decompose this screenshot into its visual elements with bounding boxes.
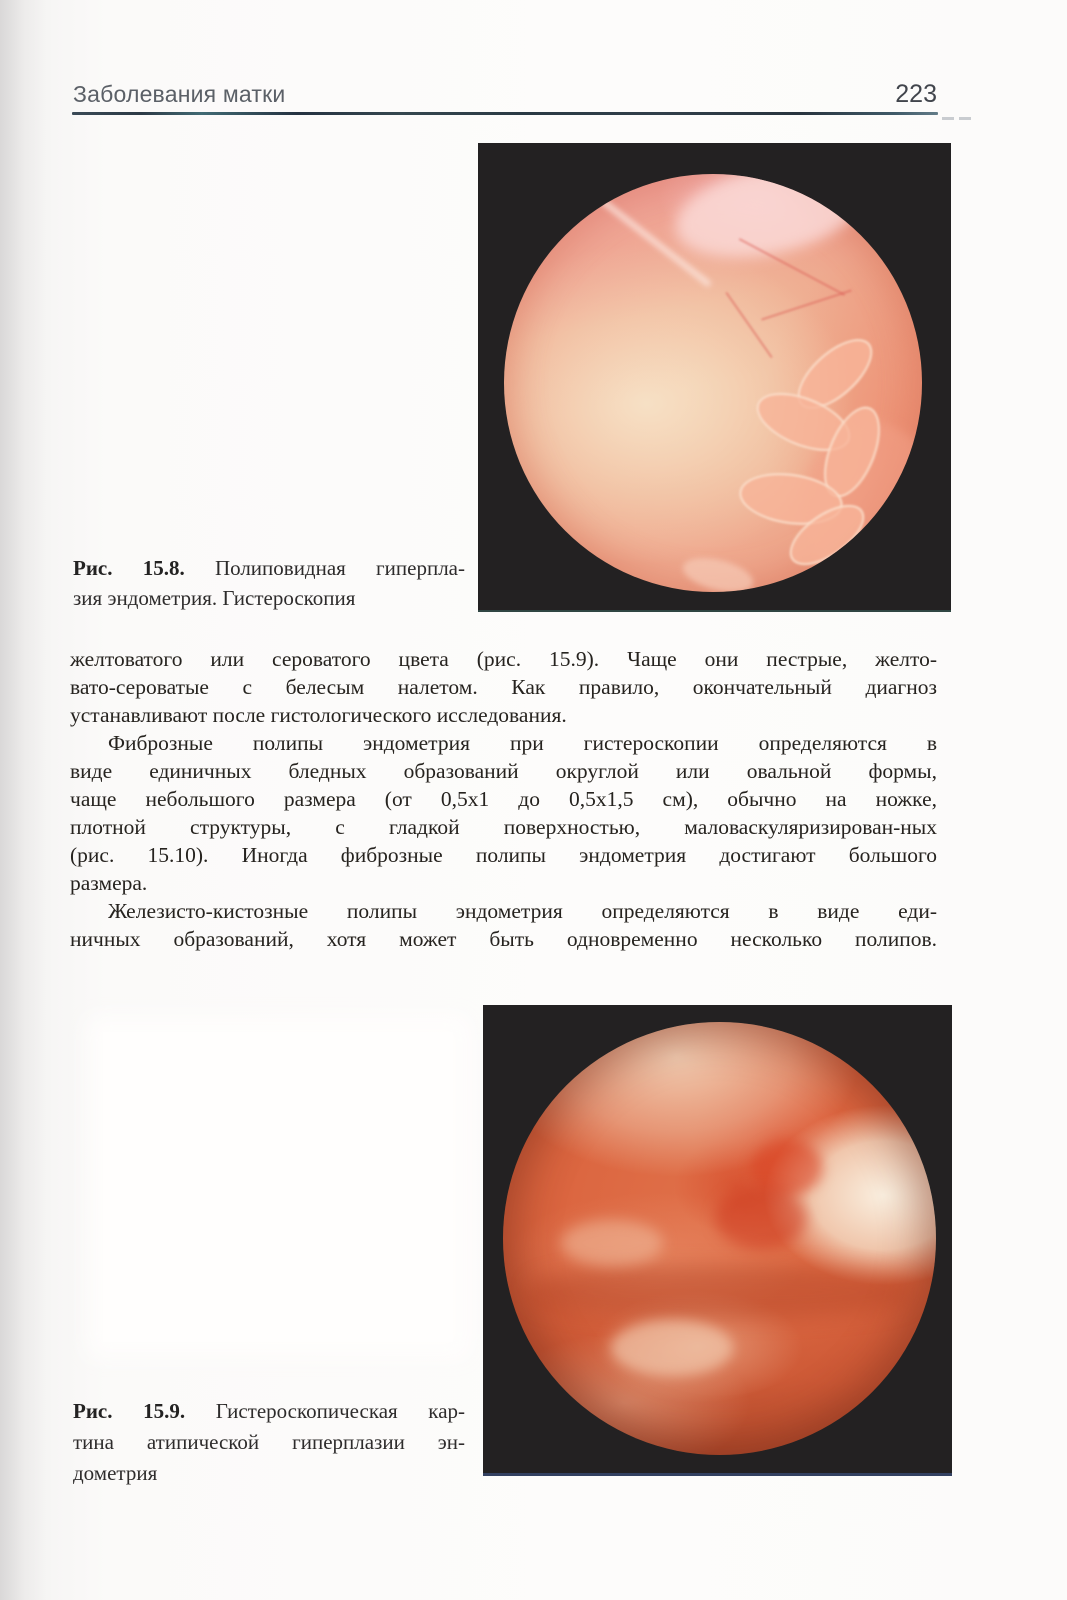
body-line: размера.: [70, 871, 148, 895]
page-gutter-shadow: [0, 0, 46, 1600]
body-line: ничных образований, хотя может быть одновременно несколько полипов.: [70, 927, 937, 951]
tissue-vein: [739, 238, 846, 296]
caption-text: Полиповидная гиперпла-: [214, 556, 465, 580]
figure-label: Рис. 15.9.: [73, 1399, 186, 1423]
tissue-pale-patch: [561, 1220, 663, 1266]
body-line: Железисто-кистозные полипы эндометрия определяются в виде еди-: [108, 899, 937, 923]
body-line: виде единичных бледных образований округлой или овальной формы,: [70, 759, 937, 783]
polyp-petal: [736, 467, 846, 531]
caption-line: [73, 553, 465, 583]
running-head: [73, 80, 937, 109]
figure-15-9-caption: [73, 1396, 465, 1489]
caption-line: дометрия: [73, 1461, 158, 1485]
caption-line: тина атипической гиперплазии эн-: [73, 1430, 465, 1454]
page-bleedthrough-artifact: [103, 1032, 453, 1342]
body-line: (рис. 15.10). Иногда фиброзные полипы эндометрия достигают большого: [70, 843, 937, 867]
page-number: 223: [895, 80, 937, 108]
tissue-pale-patch: [611, 1320, 733, 1376]
page-title: Заболевания матки: [73, 81, 286, 107]
body-line: чаще небольшого размера (от 0,5х1 до 0,5х1,5 см), обычно на ножке,: [70, 787, 937, 811]
polyp-petal: [786, 327, 884, 421]
endoscope-photo-polypoid-hyperplasia: [504, 174, 922, 592]
polyp-petal: [780, 493, 875, 577]
tissue-lobe: [771, 399, 922, 592]
body-line: желтоватого или сероватого цвета (рис. 15.9). Чаще они пестрые, желто-: [70, 647, 937, 671]
caption-text: Гистероскопическая кар-: [215, 1399, 466, 1423]
tissue-dark-band: [531, 1266, 911, 1318]
figure-15-8-caption: [73, 553, 465, 613]
tissue-highlight: [667, 174, 871, 273]
tissue-vein: [761, 289, 852, 320]
figure-15-9-photo-frame: [483, 1005, 952, 1476]
header-rule: [72, 112, 938, 115]
figure-15-8-photo-frame: [478, 143, 951, 612]
tissue-red-spot: [715, 1187, 807, 1249]
tissue-vein: [725, 292, 773, 359]
caption-line: зия эндометрия. Гистероскопия: [73, 586, 356, 610]
body-line: устанавливают после гистологического исследования.: [70, 703, 567, 727]
body-line: плотной структуры, с гладкой поверхностью, маловаскуляризирован-ных: [70, 815, 937, 839]
figure-label: Рис. 15.8.: [73, 556, 185, 580]
tissue-tip: [679, 552, 756, 592]
caption-line: [73, 1396, 465, 1427]
header-rule-ticks: [942, 117, 976, 120]
polyp-petal: [749, 381, 859, 463]
endoscope-photo-atypical-hyperplasia: [503, 1022, 936, 1455]
body-line: вато-сероватые с белесым налетом. Как правило, окончательный диагноз: [70, 675, 937, 699]
polyp-petal: [813, 399, 892, 505]
body-text: [70, 645, 937, 953]
body-line: Фиброзные полипы эндометрия при гистероскопии определяются в: [108, 731, 937, 755]
tissue-fold-streak: [539, 174, 712, 288]
tissue-red-spot: [751, 1140, 823, 1196]
